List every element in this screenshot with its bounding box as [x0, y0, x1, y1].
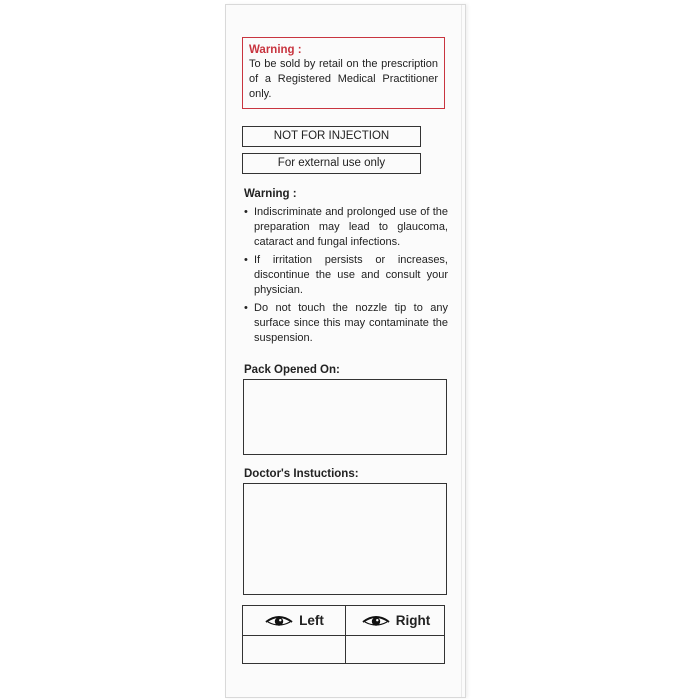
right-eye-header [346, 606, 445, 635]
prescription-warning-title: Warning : [249, 44, 302, 56]
right-eye-label: Right [395, 613, 431, 628]
not-for-injection-label: NOT FOR INJECTION [242, 126, 421, 147]
warning-item-text: Do not touch the nozzle tip to any surface since this may contaminate the suspension. [254, 302, 448, 344]
prescription-warning-box [242, 37, 445, 109]
eye-icon [264, 613, 294, 629]
eye-table [242, 605, 445, 664]
warning-item-text: Indiscriminate and prolonged use of the preparation may lead to glaucoma, cataract and fungal infections. [254, 206, 448, 248]
warning-item [244, 301, 448, 346]
bullet-icon: • [244, 206, 248, 218]
warning-item-text: If irritation persists or increases, discontinue the use and consult your physician. [254, 254, 448, 296]
pack-opened-box[interactable] [243, 379, 447, 455]
bullet-icon: • [244, 254, 248, 266]
doctor-instructions-label: Doctor's Instuctions: [244, 468, 359, 480]
external-use-label: For external use only [242, 153, 421, 174]
warnings-title: Warning : [244, 188, 297, 200]
eye-table-row-divider [243, 635, 444, 636]
carton-fold-line [461, 5, 462, 697]
pack-opened-label: Pack Opened On: [244, 364, 340, 376]
eye-icon [361, 613, 391, 629]
warnings-list [244, 205, 448, 349]
left-eye-label: Left [299, 613, 324, 628]
bullet-icon: • [244, 302, 248, 314]
warning-item [244, 253, 448, 298]
carton-panel [225, 4, 466, 698]
warning-item [244, 205, 448, 250]
left-eye-header [243, 606, 345, 635]
doctor-instructions-box[interactable] [243, 483, 447, 595]
prescription-warning-text: To be sold by retail on the prescription of a Registered Medical Practitioner only. [249, 58, 438, 100]
